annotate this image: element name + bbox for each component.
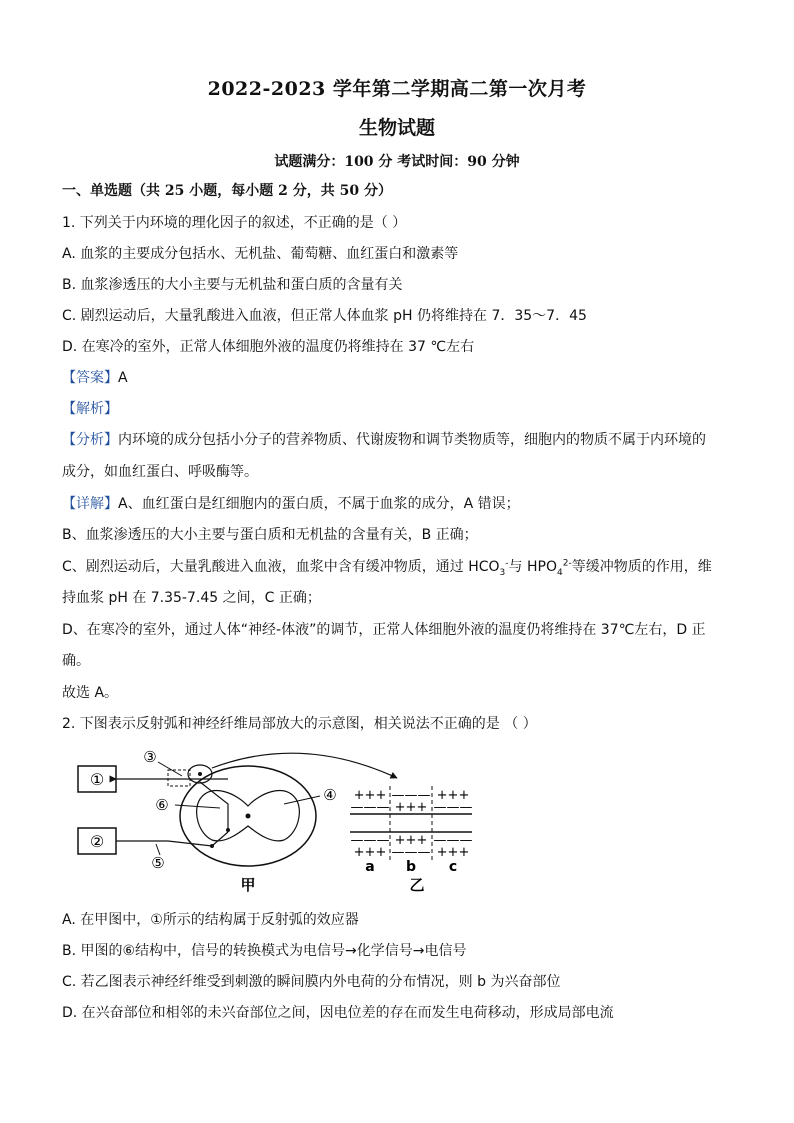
q1-detail-b: B、血浆渗透压的大小主要与蛋白质和无机盐的含量有关，B 正确； xyxy=(62,527,478,543)
detail-c1-pre: C、剧烈运动后，大量乳酸进入血液，血浆中含有缓冲物质，通过 HCO xyxy=(62,559,500,575)
q1-option-c: C. 剧烈运动后，大量乳酸进入血液，但正常人体血浆 pH 仍将维持在 7．35～7．45 xyxy=(62,308,587,324)
q2-option-a: A. 在甲图中，①所示的结构属于反射弧的效应器 xyxy=(62,912,359,928)
exam-title: 2022-2023 学年第二学期高二第一次月考 xyxy=(207,78,587,100)
q1-detail-c1 xyxy=(62,558,742,576)
charge-r2-c: ——— xyxy=(433,833,473,848)
detail-tag: 【详解】 xyxy=(62,496,118,512)
charge-r2-b: +++ xyxy=(394,833,428,848)
analysis-tag: 【解析】 xyxy=(62,401,118,417)
reflex-arc-figure xyxy=(72,744,492,894)
charge-r2-a: ——— xyxy=(350,833,390,848)
q1-detail-a xyxy=(62,495,742,513)
q1-fenxi-line2: 成分，如血红蛋白、呼吸酶等。 xyxy=(62,464,258,480)
fenxi-tag: 【分析】 xyxy=(62,432,118,448)
segment-a: a xyxy=(365,859,375,875)
answer-value: A xyxy=(118,370,128,386)
label-4: ④ xyxy=(323,786,337,804)
segment-c: c xyxy=(448,859,458,875)
charge-r1-b: +++ xyxy=(394,800,428,815)
q1-analysis-tag xyxy=(62,400,742,418)
charge-r1-a: ——— xyxy=(350,800,390,815)
exam-info: 试题满分：100 分 考试时间：90 分钟 xyxy=(274,154,520,170)
hco3-sup: - xyxy=(505,558,509,569)
segment-b: b xyxy=(405,859,417,875)
q1-detail-d2: 确。 xyxy=(62,653,90,669)
section-heading: 一、单选题（共 25 小题，每小题 2 分，共 50 分） xyxy=(62,183,392,199)
detail-a-text: A、血红蛋白是红细胞内的蛋白质，不属于血浆的成分，A 错误； xyxy=(118,496,520,512)
afferent-dot xyxy=(210,844,214,848)
label-5: ⑤ xyxy=(151,854,165,872)
q1-stem: 1. 下列关于内环境的理化因子的叙述，不正确的是（ ） xyxy=(62,215,407,231)
charge-r0-c: +++ xyxy=(436,788,470,803)
synapse-dot xyxy=(226,828,230,832)
charge-r3-c: +++ xyxy=(436,845,470,860)
charge-r1-c: ——— xyxy=(433,800,473,815)
charge-r0-b: ——— xyxy=(391,788,431,803)
q1-fenxi-line1 xyxy=(62,431,742,449)
q1-option-b: B. 血浆渗透压的大小主要与无机盐和蛋白质的含量有关 xyxy=(62,277,403,293)
central-canal xyxy=(246,814,251,819)
pointer-4 xyxy=(284,796,320,804)
caption-yi: 乙 xyxy=(409,876,425,894)
interneuron xyxy=(200,782,228,830)
fenxi-text-1: 内环境的成分包括小分子的营养物质、代谢废物和调节类物质等，细胞内的物质不属于内环境的 xyxy=(118,432,706,448)
hpo4-sup: 2- xyxy=(562,558,572,569)
label-6: ⑥ xyxy=(155,796,169,814)
q1-detail-d1: D、在寒冷的室外，通过人体“神经-体液”的调节，正常人体细胞外液的温度仍将维持在 37℃左右，D 正 xyxy=(62,622,706,638)
q2-option-d: D. 在兴奋部位和相邻的未兴奋部位之间，因电位差的存在而发生电荷移动，形成局部电流 xyxy=(62,1005,614,1021)
answer-tag: 【答案】 xyxy=(62,370,118,386)
charge-r0-a: +++ xyxy=(353,788,387,803)
ganglion-nucleus xyxy=(198,772,202,776)
q1-option-d: D. 在寒冷的室外，正常人体细胞外液的温度仍将维持在 37 ℃左右 xyxy=(62,339,475,355)
hco3-sub: 3 xyxy=(499,567,506,578)
label-3: ③ xyxy=(143,748,157,766)
q1-option-a: A. 血浆的主要成分包括水、无机盐、葡萄糖、血红蛋白和激素等 xyxy=(62,246,459,262)
q1-detail-c2: 持血浆 pH 在 7.35-7.45 之间，C 正确； xyxy=(62,590,321,606)
subject-title: 生物试题 xyxy=(358,117,435,139)
detail-c1-mid: 与 HPO xyxy=(508,559,557,575)
membrane-diagram xyxy=(350,786,473,894)
label-1: ① xyxy=(89,770,105,789)
detail-c1-post: 等缓冲物质的作用，维 xyxy=(571,559,712,575)
q1-conclusion: 故选 A。 xyxy=(62,685,119,701)
q2-option-b: B. 甲图的⑥结构中，信号的转换模式为电信号→化学信号→电信号 xyxy=(62,943,467,959)
q2-stem: 2. 下图表示反射弧和神经纤维局部放大的示意图，相关说法不正确的是 （ ） xyxy=(62,716,537,732)
charge-r3-a: +++ xyxy=(353,845,387,860)
q1-answer xyxy=(62,369,742,387)
pointer-3 xyxy=(158,762,182,776)
magnified-region xyxy=(168,770,190,786)
q2-option-c: C. 若乙图表示神经纤维受到刺激的瞬间膜内外电荷的分布情况，则 b 为兴奋部位 xyxy=(62,974,561,990)
hpo4-sub: 4 xyxy=(556,567,563,578)
label-2: ② xyxy=(89,832,105,851)
caption-jia: 甲 xyxy=(240,876,256,894)
charge-r3-b: ——— xyxy=(391,845,431,860)
